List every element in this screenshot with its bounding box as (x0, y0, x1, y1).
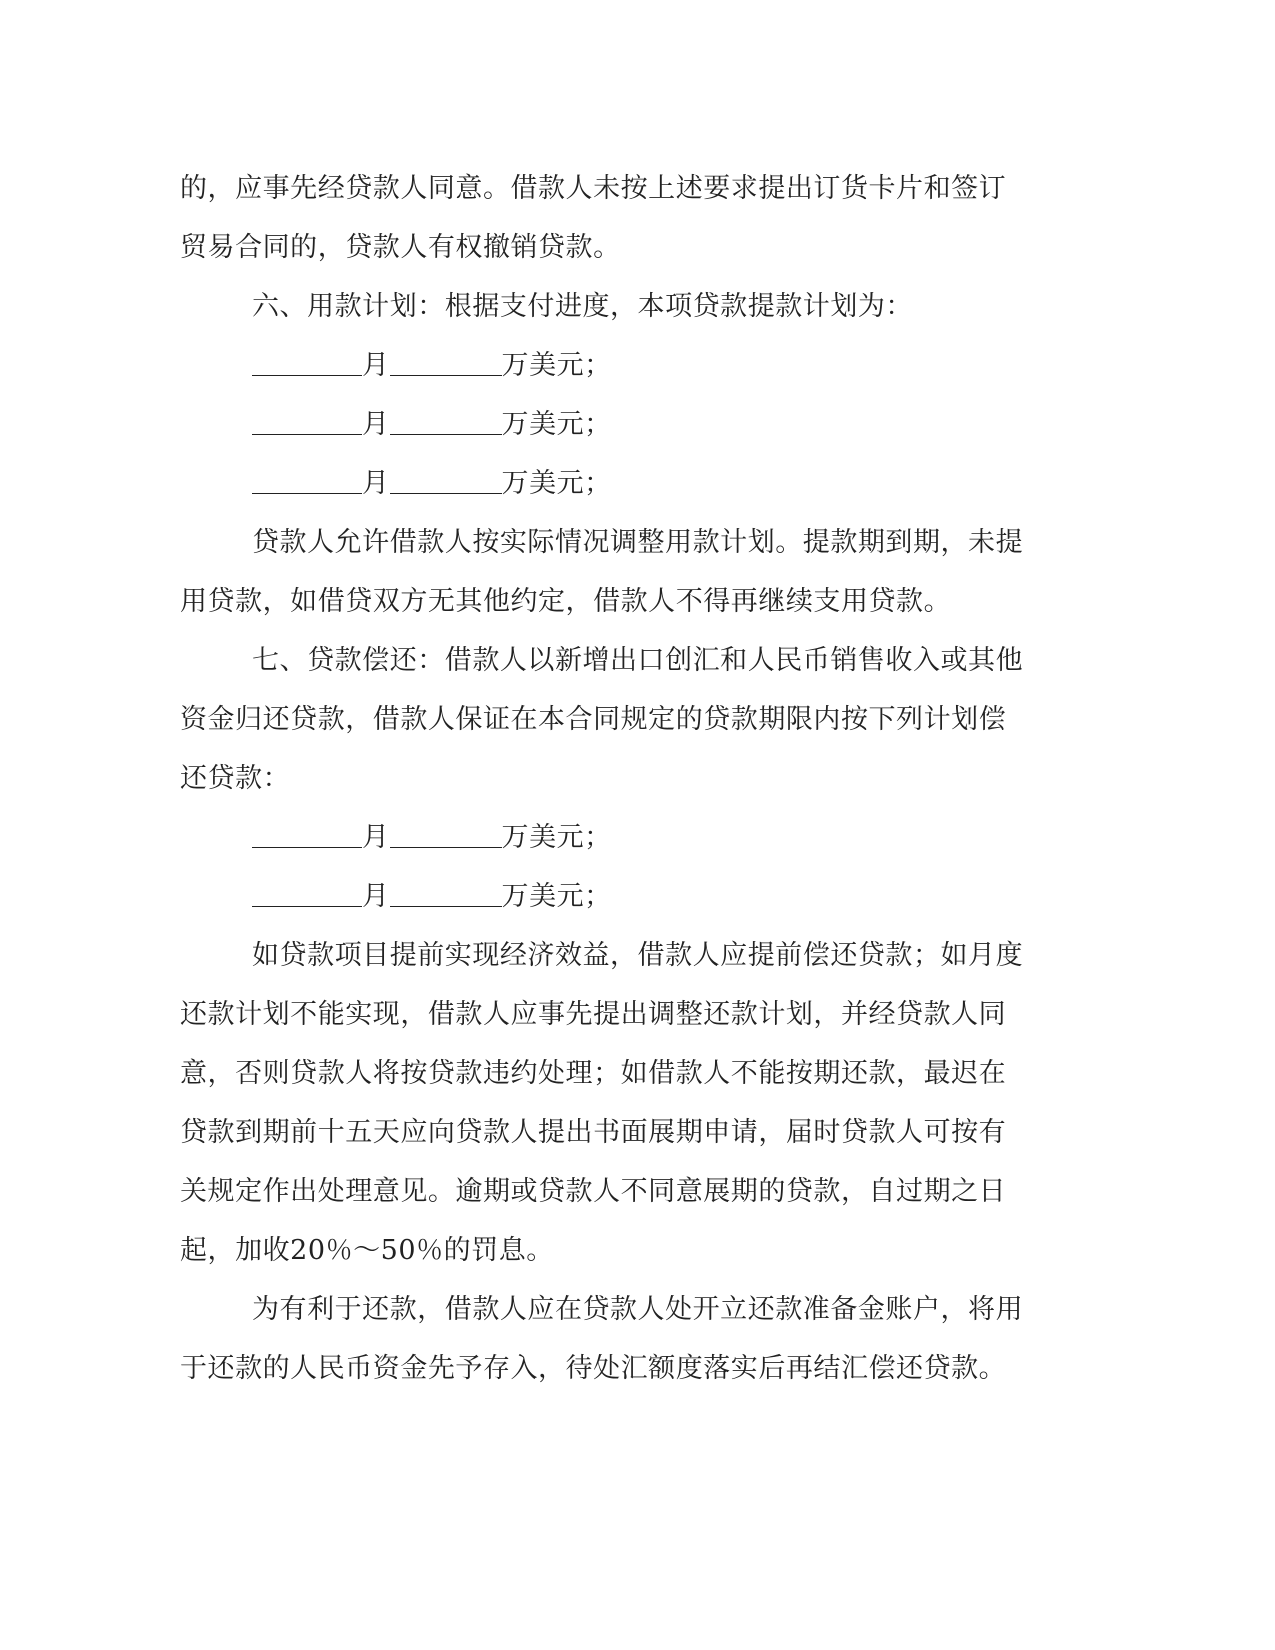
month-label: 月 (362, 468, 390, 499)
amount-unit-label: 万美元； (501, 881, 612, 912)
amount-unit-label: 万美元； (501, 822, 612, 853)
paragraph-line: 如贷款项目提前实现经济效益，借款人应提前偿还贷款；如月度 (252, 940, 1024, 971)
paragraph-line: 意，否则贷款人将按贷款违约处理；如借款人不能按期还款，最迟在 (180, 1058, 1007, 1089)
amount-unit-label: 万美元； (501, 468, 612, 499)
blank-amount-field[interactable] (390, 492, 502, 494)
paragraph-line: 资金归还贷款，借款人保证在本合同规定的贷款期限内按下列计划偿 (180, 704, 1007, 735)
blank-amount-field[interactable] (390, 905, 502, 907)
paragraph-line: 还贷款： (180, 763, 291, 794)
paragraph-line: 贷款人允许借款人按实际情况调整用款计划。提款期到期，未提 (252, 527, 1024, 558)
paragraph-line: 关规定作出处理意见。逾期或贷款人不同意展期的贷款，自过期之日 (180, 1176, 1007, 1207)
section-heading-7: 七、贷款偿还：借款人以新增出口创汇和人民币销售收入或其他 (252, 645, 1024, 676)
blank-month-field[interactable] (252, 492, 362, 494)
amount-unit-label: 万美元； (501, 350, 612, 381)
paragraph-line: 用贷款，如借贷双方无其他约定，借款人不得再继续支用贷款。 (180, 586, 952, 617)
fill-in-row (252, 461, 612, 500)
blank-amount-field[interactable] (390, 846, 502, 848)
blank-month-field[interactable] (252, 374, 362, 376)
fill-in-row (252, 874, 612, 913)
paragraph-line: 于还款的人民币资金先予存入，待处汇额度落实后再结汇偿还贷款。 (180, 1353, 1007, 1384)
paragraph-line: 的，应事先经贷款人同意。借款人未按上述要求提出订货卡片和签订 (180, 173, 1007, 204)
paragraph-line: 还款计划不能实现，借款人应事先提出调整还款计划，并经贷款人同 (180, 999, 1007, 1030)
section-heading-6: 六、用款计划：根据支付进度，本项贷款提款计划为： (252, 291, 913, 322)
fill-in-row (252, 815, 612, 854)
fill-in-row (252, 402, 612, 441)
paragraph-line: 为有利于还款，借款人应在贷款人处开立还款准备金账户，将用 (252, 1294, 1024, 1325)
paragraph-line: 贸易合同的，贷款人有权撤销贷款。 (180, 232, 621, 263)
blank-amount-field[interactable] (390, 433, 502, 435)
amount-unit-label: 万美元； (501, 409, 612, 440)
blank-month-field[interactable] (252, 433, 362, 435)
month-label: 月 (362, 881, 390, 912)
month-label: 月 (362, 822, 390, 853)
blank-amount-field[interactable] (390, 374, 502, 376)
blank-month-field[interactable] (252, 846, 362, 848)
paragraph-line: 起，加收20％～50％的罚息。 (180, 1235, 554, 1266)
month-label: 月 (362, 350, 390, 381)
month-label: 月 (362, 409, 390, 440)
fill-in-row (252, 343, 612, 382)
blank-month-field[interactable] (252, 905, 362, 907)
paragraph-line: 贷款到期前十五天应向贷款人提出书面展期申请，届时贷款人可按有 (180, 1117, 1007, 1148)
